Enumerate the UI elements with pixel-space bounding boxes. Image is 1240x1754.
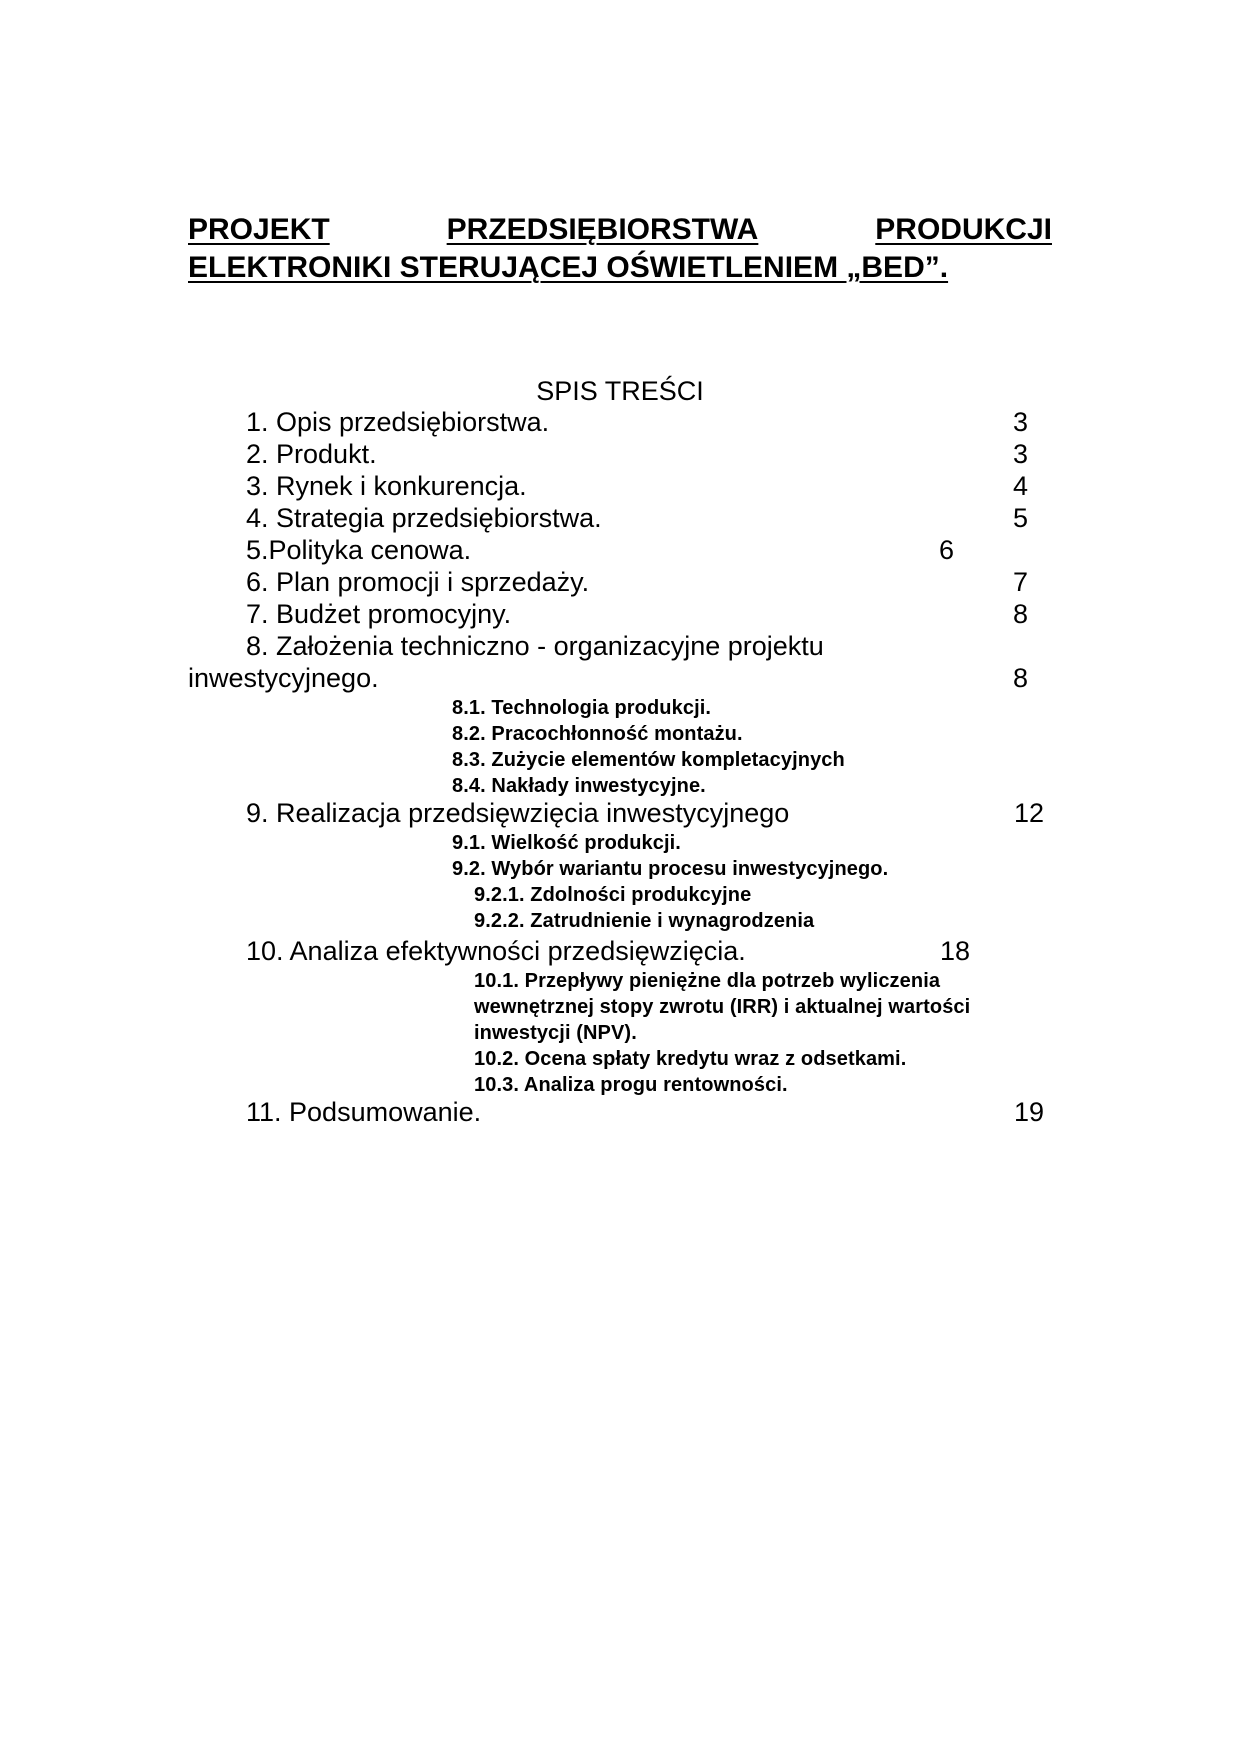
document-title-line-1 [188,212,1052,248]
toc-item-text: 3. Rynek i konkurencja. [246,471,527,501]
toc-subitem: 10.3. Analiza progu rentowności. [474,1074,788,1096]
toc-item-page: 19 [1013,1097,1044,1127]
toc-subitem: 8.1. Technologia produkcji. [452,697,712,719]
toc-subitem: 8.4. Nakłady inwestycyjne. [452,775,706,797]
toc-item-text: 7. Budżet promocyjny. [246,599,512,629]
toc-item-text: 8. Założenia techniczno - organizacyjne projektu [246,631,824,661]
toc-item-page: 8 [1012,599,1028,629]
toc-heading-text: SPIS TREŚCI [536,376,704,406]
toc-item-page: 3 [1012,439,1028,469]
toc-subitem: 8.2. Pracochłonność montażu. [452,723,743,745]
toc-heading [0,374,1240,408]
toc-item-text: 1. Opis przedsiębiorstwa. [246,407,550,437]
toc-subitem: 10.1. Przepływy pieniężne dla potrzeb wyliczenia [474,970,941,992]
toc-item-text: 6. Plan promocji i sprzedaży. [246,567,590,597]
toc-item-page: 5 [1012,503,1028,533]
toc-subitem: 9.1. Wielkość produkcji. [452,832,681,854]
title-word: PRODUKCJI [875,213,1052,246]
toc-item-page: 8 [1012,663,1028,693]
toc-subitem: 9.2. Wybór wariantu procesu inwestycyjnego. [452,858,889,880]
toc-subitem: 9.2.2. Zatrudnienie i wynagrodzenia [474,910,815,932]
toc-subitem: 8.3. Zużycie elementów kompletacyjnych [452,749,845,771]
toc-item-text: 10. Analiza efektywności przedsięwzięcia. [246,936,746,966]
toc-item-page: 7 [1012,567,1028,597]
toc-item-page: 3 [1012,407,1028,437]
toc-item-text: 5.Polityka cenowa. [246,535,472,565]
document-title-line-2: ELEKTRONIKI STERUJĄCEJ OŚWIETLENIEM „BED”. [188,251,949,284]
toc-item-text: inwestycyjnego. [188,663,379,693]
toc-subitem: 9.2.1. Zdolności produkcyjne [474,884,752,906]
title-word: PROJEKT [188,213,330,246]
toc-subitem: inwestycji (NPV). [474,1022,637,1044]
toc-subitem: 10.2. Ocena spłaty kredytu wraz z odsetkami. [474,1048,907,1070]
toc-item-text: 9. Realizacja przedsięwzięcia inwestycyjnego [246,798,790,828]
toc-item-page: 12 [1013,798,1044,828]
toc-item-page: 4 [1012,471,1028,501]
toc-item-text: 2. Produkt. [246,439,377,469]
title-word: PRZEDSIĘBIORSTWA [446,213,759,246]
toc-item-text: 11. Podsumowanie. [246,1097,482,1127]
toc-item-page: 6 [938,535,954,565]
toc-item-text: 4. Strategia przedsiębiorstwa. [246,503,602,533]
toc-item-page: 18 [939,936,970,966]
toc-subitem: wewnętrznej stopy zwrotu (IRR) i aktualnej wartości [474,996,971,1018]
